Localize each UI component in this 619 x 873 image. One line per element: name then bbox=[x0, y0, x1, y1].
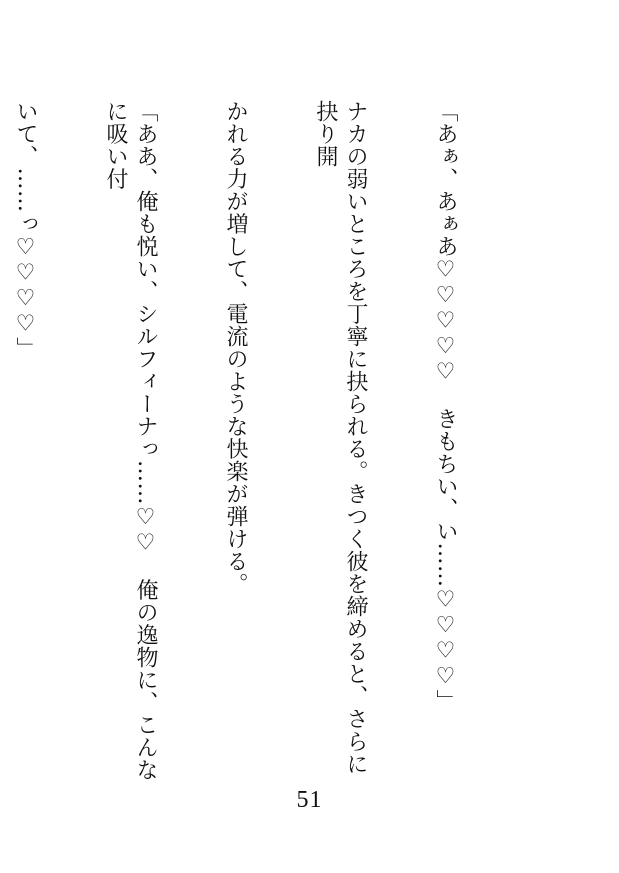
text-line-5: いて、……っ♡♡♡♡」 bbox=[13, 100, 38, 360]
text-line-1: 「あぁ、あぁあ♡♡♡♡♡ きもちい、い……♡♡♡♡」 bbox=[433, 100, 458, 712]
vertical-body-text bbox=[13, 100, 520, 790]
text-line-3: かれる力が増して、電流のような快楽が弾ける。 bbox=[223, 100, 248, 595]
page-number: 51 bbox=[296, 787, 323, 813]
text-line-4: 「ああ、俺も悦い、シルフィーナっ……♡♡ 俺の逸物に、こんなに吸い付 bbox=[103, 100, 158, 781]
text-line-2: ナカの弱いところを丁寧に抉られる。きつく彼を締めると、さらに抉り開 bbox=[313, 100, 368, 775]
